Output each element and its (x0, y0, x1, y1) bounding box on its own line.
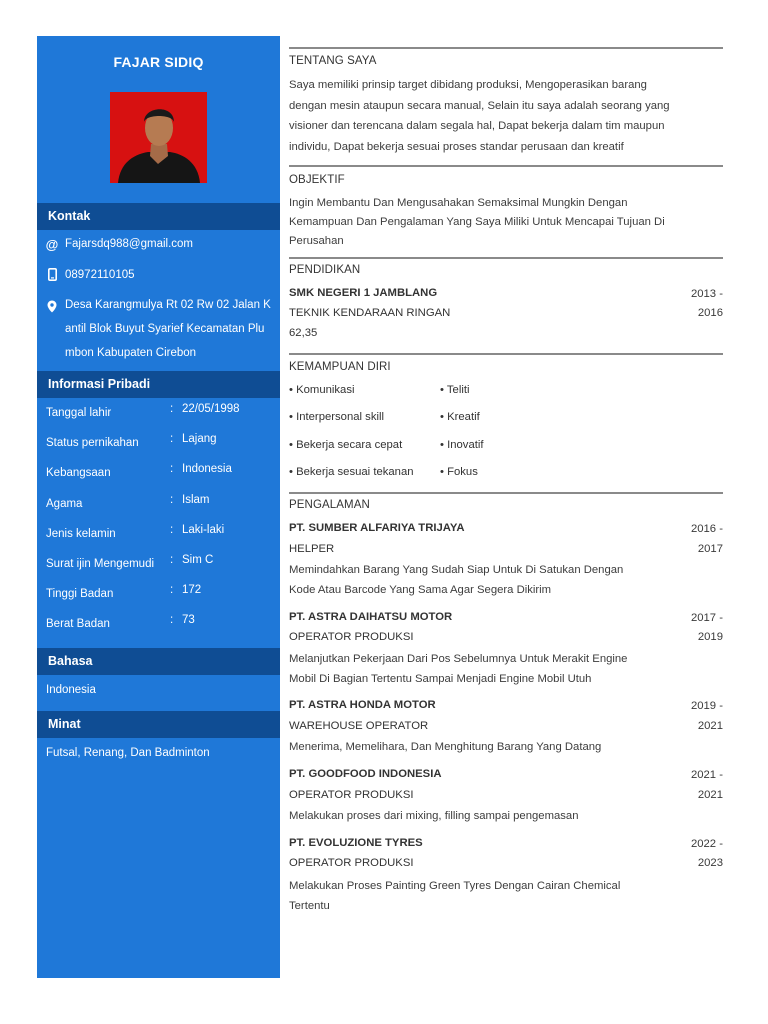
job-description (289, 560, 709, 600)
info-value: Indonesia (182, 463, 232, 475)
language-title: Bahasa (48, 654, 93, 668)
job-role: WAREHOUSE OPERATOR (289, 720, 429, 732)
info-value: 73 (182, 614, 195, 626)
divider (289, 353, 723, 355)
info-label: Jenis kelamin (46, 528, 116, 540)
job-role: OPERATOR PRODUKSI (289, 631, 414, 643)
skill-item: • Inovatif (440, 439, 484, 451)
info-label: Berat Badan (46, 618, 110, 630)
info-separator: : (170, 403, 174, 415)
job-start: 2017 - (690, 612, 723, 624)
interest-section-bar (37, 711, 280, 738)
info-value: 22/05/1998 (182, 403, 240, 415)
interest-title: Minat (48, 717, 81, 731)
job-desc-line: Memindahkan Barang Yang Sudah Siap Untuk Di Satukan Dengan (289, 564, 624, 576)
job-description (289, 649, 709, 689)
phone-icon (45, 268, 59, 284)
language-value: Indonesia (46, 684, 96, 696)
contact-address-line-3: mbon Kabupaten Cirebon (65, 347, 197, 359)
info-separator: : (170, 524, 174, 536)
job-company: PT. ASTRA HONDA MOTOR (289, 699, 436, 711)
job-desc-line: Mobil Di Bagian Tertentu Sampai Menjadi Engine Mobil Utuh (289, 673, 592, 685)
profile-photo (110, 92, 207, 183)
job-end: 2019 (697, 631, 723, 643)
location-pin-icon (45, 300, 59, 316)
job-company: PT. SUMBER ALFARIYA TRIJAYA (289, 522, 465, 534)
info-value: 172 (182, 584, 202, 596)
skill-item: • Bekerja secara cepat (289, 439, 403, 451)
job-desc-line: Melakukan Proses Painting Green Tyres Dengan Cairan Chemical (289, 880, 621, 892)
job-start: 2019 - (690, 700, 723, 712)
job-end: 2021 (697, 789, 723, 801)
at-icon: @ (45, 237, 59, 252)
education-title: PENDIDIKAN (289, 264, 361, 276)
about-text (289, 75, 723, 157)
job-end: 2023 (697, 857, 723, 869)
info-separator: : (170, 433, 174, 445)
objective-line: Ingin Membantu Dan Mengusahakan Semaksimal Mungkin Dengan (289, 197, 628, 209)
contact-section-bar (37, 203, 280, 230)
personal-title: Informasi Pribadi (48, 377, 151, 391)
divider (289, 165, 723, 167)
candidate-name: FAJAR SIDIQ (113, 54, 204, 70)
job-role: HELPER (289, 543, 335, 555)
contact-email[interactable]: Fajarsdq988@gmail.com (65, 238, 194, 250)
education-year-start: 2013 - (690, 288, 723, 300)
about-title: TENTANG SAYA (289, 55, 377, 67)
info-label: Surat ijin Mengemudi (46, 558, 155, 570)
skill-item: • Interpersonal skill (289, 411, 384, 423)
job-company: PT. GOODFOOD INDONESIA (289, 768, 442, 780)
job-description (289, 737, 709, 757)
about-line: Saya memiliki prinsip target dibidang produksi, Mengoperasikan barang (289, 79, 647, 91)
skills-title: KEMAMPUAN DIRI (289, 361, 391, 373)
skill-item: • Komunikasi (289, 384, 355, 396)
info-label: Tinggi Badan (46, 588, 114, 600)
experience-title: PENGALAMAN (289, 499, 370, 511)
info-separator: : (170, 463, 174, 475)
job-start: 2022 - (690, 838, 723, 850)
job-company: PT. ASTRA DAIHATSU MOTOR (289, 611, 453, 623)
job-description (289, 876, 709, 916)
objective-line: Perusahan (289, 235, 344, 247)
job-start: 2021 - (690, 769, 723, 781)
info-value: Islam (182, 494, 210, 506)
job-desc-line: Kode Atau Barcode Yang Sama Agar Segera Dikirim (289, 584, 552, 596)
job-description (289, 806, 709, 826)
job-company: PT. EVOLUZIONE TYRES (289, 837, 423, 849)
contact-address-line-1: Desa Karangmulya Rt 02 Rw 02 Jalan K (65, 299, 271, 311)
about-line: dengan mesin ataupun secara manual, Selain itu saya adalah seorang yang (289, 99, 670, 112)
info-value: Sim C (182, 554, 214, 566)
divider (289, 257, 723, 259)
job-desc-line: Melanjutkan Pekerjaan Dari Pos Sebelumnya Untuk Merakit Engine (289, 653, 628, 665)
job-desc-line: Menerima, Memelihara, Dan Menghitung Barang Yang Datang (289, 741, 602, 753)
info-label: Tanggal lahir (46, 407, 112, 419)
language-section-bar (37, 648, 280, 675)
info-value: Laki-laki (182, 524, 225, 536)
about-line: visioner dan terencana dalam segala hal, Dapat bekerja dalam tim maupun (289, 120, 665, 132)
education-school: SMK NEGERI 1 JAMBLANG (289, 287, 438, 299)
job-role: OPERATOR PRODUKSI (289, 857, 414, 869)
skill-item: • Bekerja sesuai tekanan (289, 466, 414, 478)
job-desc-line: Melakukan proses dari mixing, filling sampai pengemasan (289, 810, 579, 822)
info-separator: : (170, 494, 174, 506)
contact-phone[interactable]: 08972110105 (65, 269, 135, 281)
job-end: 2021 (697, 720, 723, 732)
interest-value: Futsal, Renang, Dan Badminton (46, 747, 210, 759)
education-major: TEKNIK KENDARAAN RINGAN (289, 307, 451, 319)
contact-address-line-2: antil Blok Buyut Syarief Kecamatan Plu (65, 323, 265, 335)
objective-title: OBJEKTIF (289, 174, 345, 186)
skill-item: • Fokus (440, 466, 478, 478)
divider (289, 47, 723, 49)
personal-section-bar (37, 371, 280, 398)
skill-item: • Teliti (440, 384, 470, 396)
main-content (289, 0, 723, 1024)
objective-line: Kemampuan Dan Pengalaman Yang Saya Miliki Untuk Mencapai Tujuan Di (289, 216, 665, 228)
info-value: Lajang (182, 433, 217, 445)
job-role: OPERATOR PRODUKSI (289, 789, 414, 801)
objective-text (289, 194, 723, 251)
job-desc-line: Tertentu (289, 900, 330, 912)
skill-item: • Kreatif (440, 411, 480, 423)
info-label: Status pernikahan (46, 437, 139, 449)
info-separator: : (170, 614, 174, 626)
education-score: 62,35 (289, 327, 318, 339)
about-line: individu, Dapat bekerja sesuai proses standar perusaan dan kreatif (289, 140, 624, 153)
education-year-end: 2016 (697, 307, 723, 319)
job-end: 2017 (697, 543, 723, 555)
info-label: Agama (46, 498, 83, 510)
sidebar (37, 36, 280, 978)
divider (289, 492, 723, 494)
info-separator: : (170, 584, 174, 596)
job-start: 2016 - (690, 523, 723, 535)
contact-title: Kontak (48, 209, 91, 223)
info-separator: : (170, 554, 174, 566)
info-label: Kebangsaan (46, 467, 111, 479)
